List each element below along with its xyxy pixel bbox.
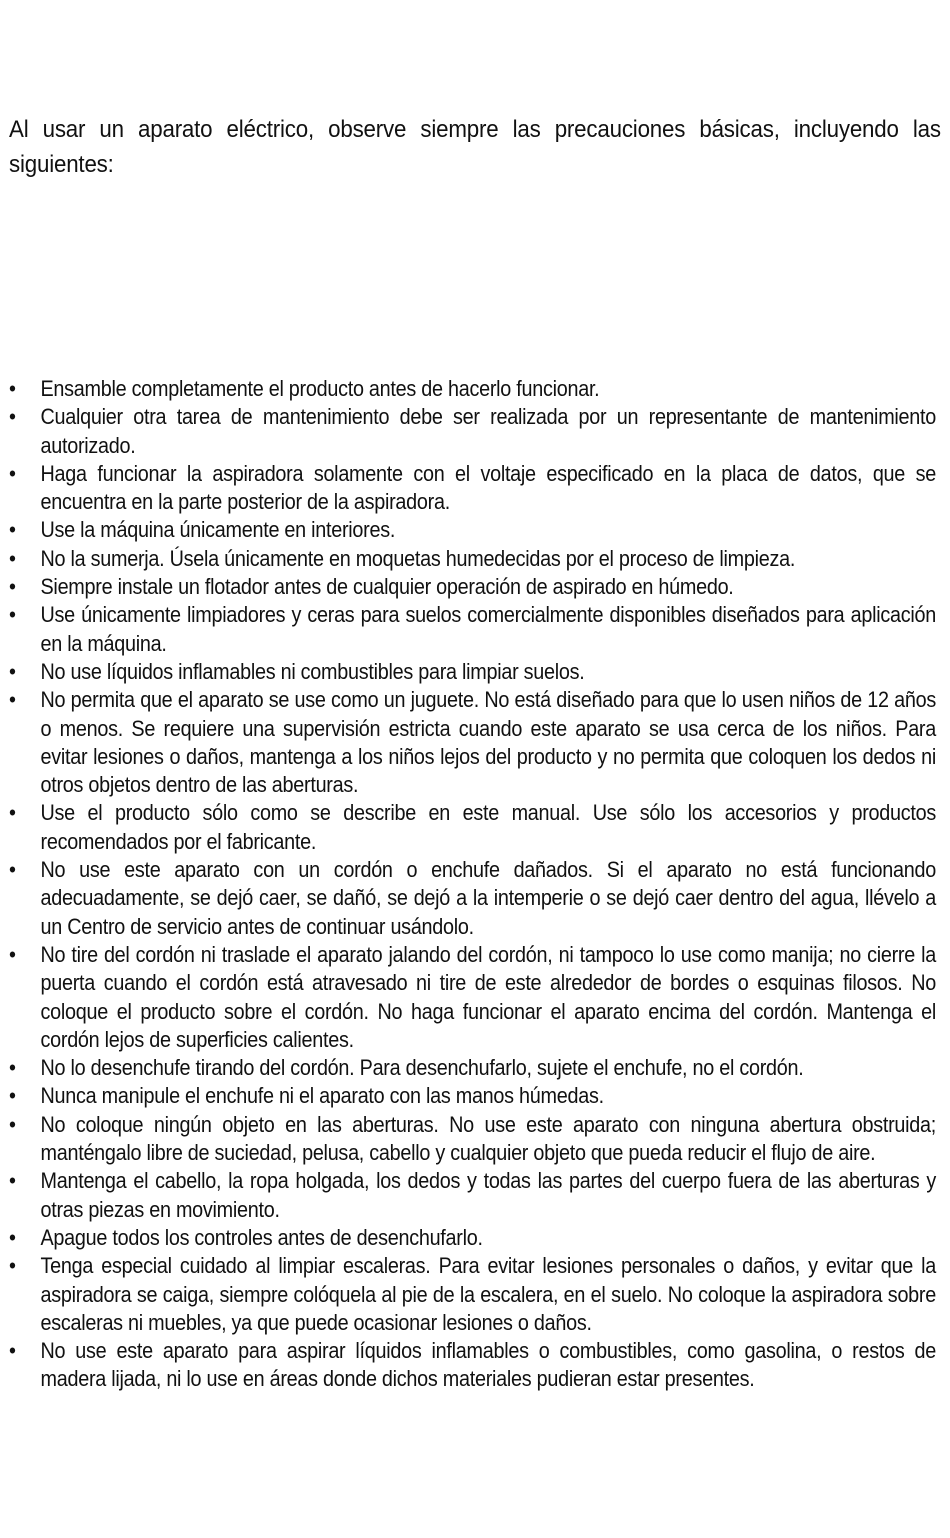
bullet-icon: • — [9, 1111, 16, 1137]
bullet-icon: • — [9, 1338, 16, 1364]
bullet-icon: • — [9, 460, 16, 486]
list-item — [0, 1167, 936, 1224]
list-item-text: No use líquidos inflamables ni combustibles para limpiar suelos. — [40, 658, 585, 684]
list-item-text: Tenga especial cuidado al limpiar escaleras. Para evitar lesiones personales o daños, y evitar que la aspiradora se caiga, siempre colóquela al pie de la escalera, en el suelo. No coloque la aspiradora sobre escaleras ni muebles, ya que puede ocasionar lesiones o daños. — [40, 1253, 936, 1335]
list-item — [0, 1224, 849, 1252]
bullet-icon: • — [9, 1224, 16, 1250]
list-item-text: Use el producto sólo como se describe en este manual. Use sólo los accesorios y productos recomendados por el fabricante. — [40, 800, 936, 854]
bullet-icon: • — [9, 1168, 16, 1194]
bullet-icon: • — [9, 857, 16, 883]
list-item — [0, 856, 936, 941]
list-item-text: No use este aparato para aspirar líquidos inflamables o combustibles, como gasolina, o restos de madera lijada, ni lo use en áreas donde dichos materiales pudieran estar presentes. — [40, 1338, 936, 1392]
bullet-icon: • — [9, 376, 16, 401]
list-item — [0, 658, 849, 686]
list-item — [0, 799, 936, 856]
list-item — [0, 403, 936, 460]
list-item-text: Haga funcionar la aspiradora solamente con el voltaje especificado en la placa de datos, que se encuentra en la parte posterior de la aspiradora. — [40, 460, 936, 515]
list-item-text: Ensamble completamente el producto antes de hacerlo funcionar. — [40, 376, 600, 401]
list-item-text: Cualquier otra tarea de mantenimiento debe ser realizada por un representante de mantenimiento autorizado. — [40, 404, 936, 458]
list-item — [0, 375, 849, 403]
list-item-text: Use únicamente limpiadores y ceras para suelos comercialmente disponibles diseñados para aplicación en la máquina. — [40, 602, 936, 656]
bullet-icon: • — [9, 1055, 16, 1081]
bullet-icon: • — [9, 545, 16, 571]
list-item-text: Siempre instale un flotador antes de cualquier operación de aspirado en húmedo. — [40, 574, 734, 600]
list-item-text: Nunca manipule el enchufe ni el aparato con las manos húmedas. — [40, 1083, 604, 1109]
list-item-text: Apague todos los controles antes de desenchufarlo. — [40, 1224, 483, 1250]
bullet-icon: • — [9, 517, 16, 543]
list-item-text: No use este aparato con un cordón o enchufe dañados. Si el aparato no está funcionando adecuadamente, se dejó caer, se dañó, se dejó a la intemperie o se dejó caer dentro del agua, llévelo a un Centro de servicio antes de continuar usándolo. — [40, 857, 936, 939]
list-item-text: No permita que el aparato se use como un juguete. No está diseñado para que lo usen niños de 12 años o menos. Se requiere una supervisión estricta cuando este aparato se usa cerca de los niños. Para evitar lesiones o daños, mantenga a los niños lejos del producto y no permita que coloquen los dedos ni otros objetos dentro de las aberturas. — [40, 687, 936, 798]
safety-instructions-list — [0, 375, 950, 1394]
bullet-icon: • — [9, 658, 16, 684]
list-item-text: No la sumerja. Úsela únicamente en moquetas humedecidas por el proceso de limpieza. — [40, 545, 796, 571]
list-item — [0, 941, 936, 1054]
list-item — [0, 1252, 936, 1337]
bullet-icon: • — [9, 800, 16, 826]
list-item — [0, 1054, 849, 1082]
list-item-text: No tire del cordón ni traslade el aparato jalando del cordón, ni tampoco lo use como manija; no cierre la puerta cuando el cordón está atravesado ni tire de este alrededor de bordes o esquinas filosos. No coloque el producto sobre el cordón. No haga funcionar el aparato encima del cordón. Mantenga el cordón lejos de superficies calientes. — [40, 941, 936, 1052]
list-item — [0, 573, 849, 601]
list-item — [0, 1111, 936, 1168]
bullet-icon: • — [9, 574, 16, 600]
bullet-icon: • — [9, 602, 16, 628]
list-item — [0, 545, 849, 573]
list-item — [0, 601, 936, 658]
list-item-text: Mantenga el cabello, la ropa holgada, los dedos y todas las partes del cuerpo fuera de las aberturas y otras piezas en movimiento. — [40, 1168, 936, 1222]
bullet-icon: • — [9, 687, 16, 713]
bullet-icon: • — [9, 941, 16, 967]
intro-paragraph: Al usar un aparato eléctrico, observe siempre las precauciones básicas, incluyendo las siguientes: — [9, 116, 941, 178]
list-item — [0, 516, 849, 544]
list-item — [0, 460, 936, 517]
bullet-icon: • — [9, 404, 16, 430]
list-item — [0, 686, 936, 799]
list-item — [0, 1082, 849, 1110]
list-item-text: No coloque ningún objeto en las aberturas. No use este aparato con ninguna abertura obstruida; manténgalo libre de suciedad, pelusa, cabello y cualquier objeto que pueda reducir el flujo de aire. — [40, 1111, 936, 1166]
bullet-icon: • — [9, 1083, 16, 1109]
list-item-text: Use la máquina únicamente en interiores. — [40, 517, 396, 543]
bullet-icon: • — [9, 1253, 16, 1279]
list-item — [0, 1337, 936, 1394]
list-item-text: No lo desenchufe tirando del cordón. Para desenchufarlo, sujete el enchufe, no el cordón. — [40, 1055, 804, 1081]
